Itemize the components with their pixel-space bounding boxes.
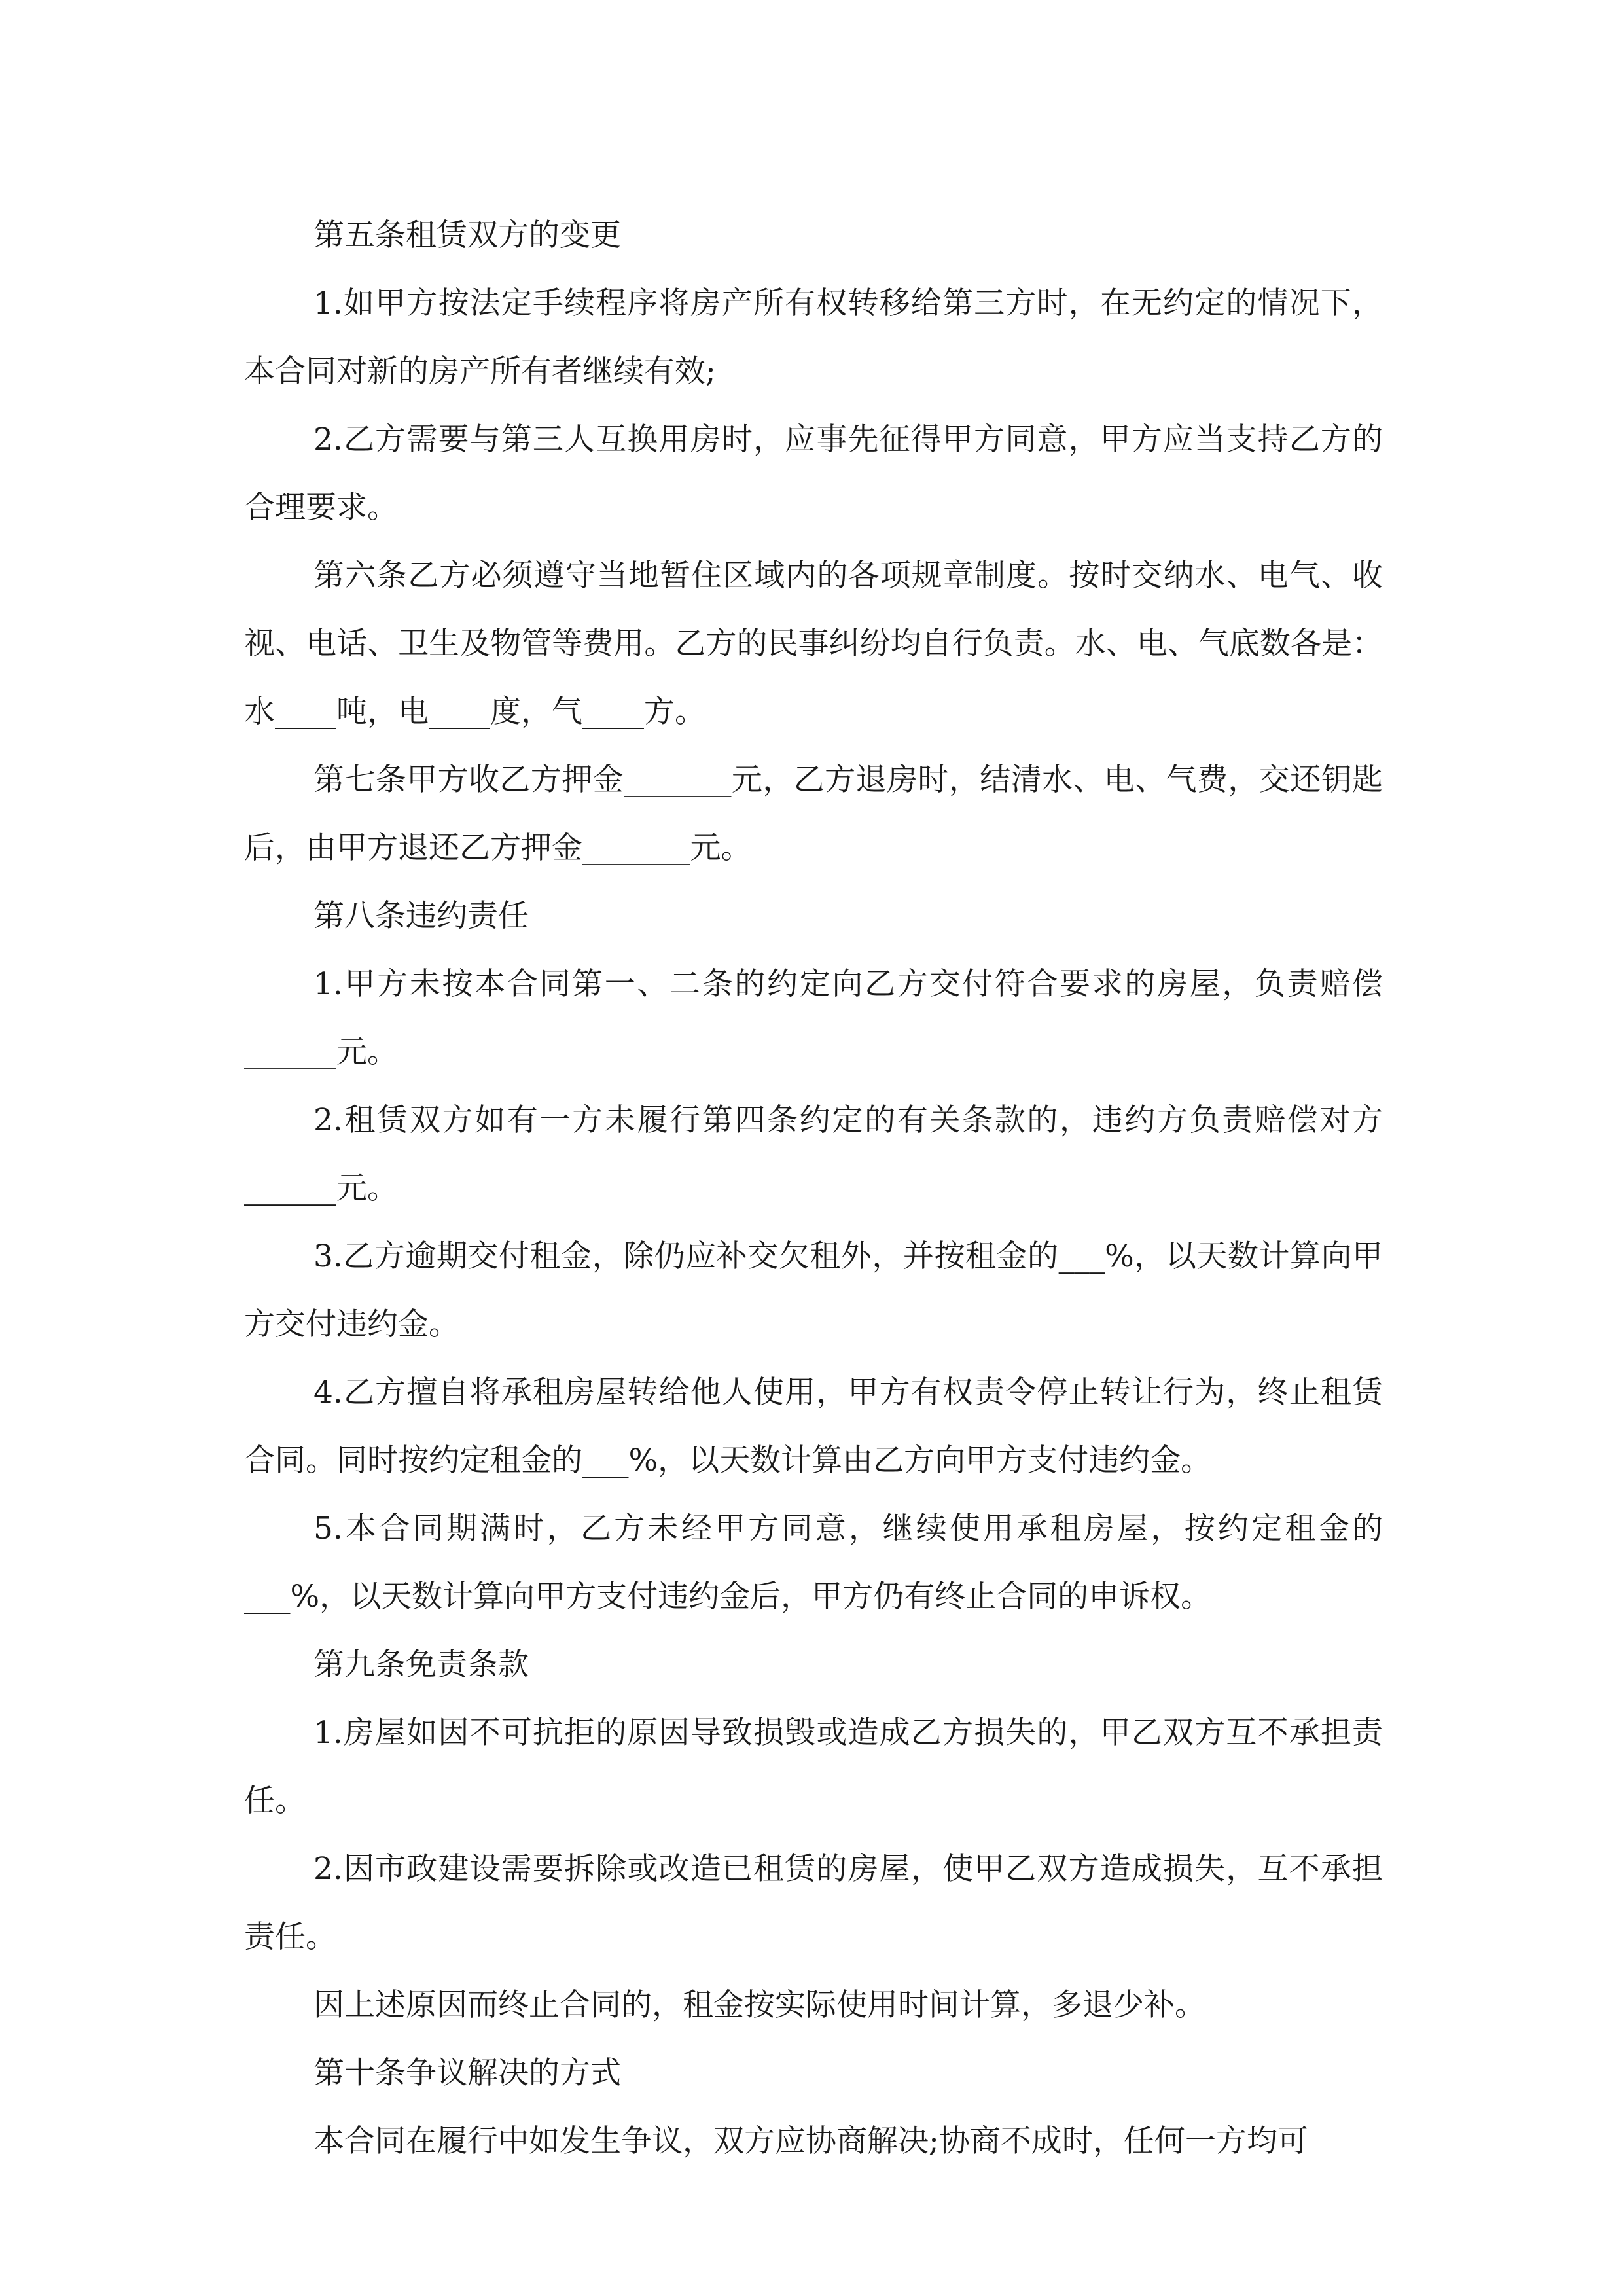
section-6: 第六条乙方必须遵守当地暂住区域内的各项规章制度。按时交纳水、电气、收视、电话、卫生及物管等费用。乙方的民事纠纷均自行负责。水、电、气底数各是：水____吨，电____度，气____方。: [244, 558, 1383, 730]
section-7: 第七条甲方收乙方押金_______元，乙方退房时，结清水、电、气费，交还钥匙后，由甲方退还乙方押金_______元。: [244, 762, 1383, 866]
clause-10-body: 本合同在履行中如发生争议，双方应协商解决;协商不成时，任何一方均可: [313, 2123, 1308, 2159]
clause-8-4: 4.乙方擅自将承租房屋转给他人使用，甲方有权责令停止转让行为，终止租赁合同。同时按约定租金的___%，以天数计算由乙方向甲方支付违约金。: [244, 1374, 1383, 1479]
clause-8-3: 3.乙方逾期交付租金，除仍应补交欠租外，并按租金的___%，以天数计算向甲方交付违约金。: [244, 1238, 1383, 1342]
clause-9-1: 1.房屋如因不可抗拒的原因导致损毁或造成乙方损失的，甲乙双方互不承担责任。: [244, 1715, 1383, 1819]
clause-8-5: 5.本合同期满时，乙方未经甲方同意，继续使用承租房屋，按约定租金的___%，以天数计算向甲方支付违约金后，甲方仍有终止合同的申诉权。: [244, 1511, 1383, 1615]
section-title-5: 第五条租赁双方的变更: [313, 217, 621, 253]
clause-9-note: 因上述原因而终止合同的，租金按实际使用时间计算，多退少补。: [313, 1987, 1205, 2023]
clause-9-2: 2.因市政建设需要拆除或改造已租赁的房屋，使甲乙双方造成损失，互不承担责任。: [244, 1851, 1383, 1955]
clause-5-1: 1.如甲方按法定手续程序将房产所有权转移给第三方时，在无约定的情况下，本合同对新的房产所有者继续有效;: [244, 285, 1383, 389]
clause-5-2: 2.乙方需要与第三人互换用房时，应事先征得甲方同意，甲方应当支持乙方的合理要求。: [244, 422, 1383, 526]
clause-8-2: 2.租赁双方如有一方未履行第四条约定的有关条款的，违约方负责赔偿对方______元。: [244, 1102, 1383, 1206]
section-title-10: 第十条争议解决的方式: [313, 2055, 621, 2091]
section-title-8: 第八条违约责任: [313, 898, 529, 934]
document-body: [244, 202, 1383, 2176]
clause-8-1: 1.甲方未按本合同第一、二条的约定向乙方交付符合要求的房屋，负责赔偿______元。: [244, 966, 1383, 1070]
section-title-9: 第九条免责条款: [313, 1647, 529, 1683]
